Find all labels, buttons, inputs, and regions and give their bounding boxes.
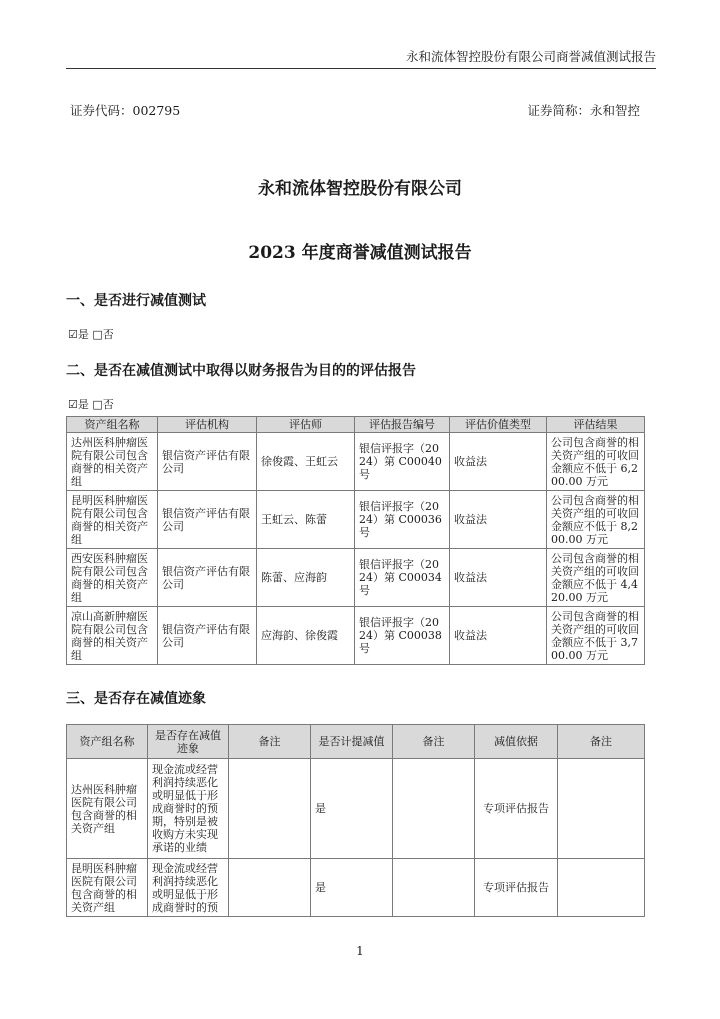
company-name: 永和流体智控股份有限公司 — [258, 179, 462, 199]
section-2-options: ☑是 □否 — [68, 398, 114, 411]
col-value-type: 评估价值类型 — [450, 417, 547, 433]
section-1-heading: 一、是否进行减值测试 — [66, 293, 206, 309]
col-impairment-basis: 减值依据 — [475, 725, 558, 759]
table-row — [67, 549, 645, 607]
cell-result: 公司包含商誉的相关资产组的可收回金额应不低于 4,420.00 万元 — [547, 549, 645, 607]
security-abbreviation: 证券简称：永和智控 — [527, 103, 640, 118]
cell-asset-group: 西安医科肿瘤医院有限公司包含商誉的相关资产组 — [67, 549, 158, 607]
table-row — [67, 759, 645, 859]
col-impairment-provision: 是否计提减值 — [311, 725, 393, 759]
section-3-heading: 三、是否存在减值迹象 — [66, 691, 206, 707]
section-2-heading: 二、是否在减值测试中取得以财务报告为目的的评估报告 — [66, 363, 416, 379]
cell-report-number: 银信评报字（2024）第 C00040 号 — [355, 433, 450, 491]
cell-result: 公司包含商誉的相关资产组的可收回金额应不低于 8,200.00 万元 — [547, 491, 645, 549]
cell-remark-3 — [558, 759, 645, 859]
security-code: 证券代码：002795 — [70, 103, 181, 118]
col-impairment-indicator: 是否存在减值迹象 — [148, 725, 229, 759]
running-header: 永和流体智控股份有限公司商誉减值测试报告 — [405, 49, 656, 64]
col-asset-group: 资产组名称 — [67, 417, 158, 433]
section-1-options: ☑是 □否 — [68, 328, 114, 341]
cell-impairment-basis: 专项评估报告 — [475, 759, 558, 859]
cell-remark-3 — [558, 859, 645, 917]
header-divider — [66, 68, 656, 69]
cell-report-number: 银信评报字（2024）第 C00038 号 — [355, 607, 450, 665]
cell-result: 公司包含商誉的相关资产组的可收回金额应不低于 3,700.00 万元 — [547, 607, 645, 665]
cell-appraisal-firm: 银信资产评估有限公司 — [158, 549, 257, 607]
cell-appraiser: 王虹云、陈蕾 — [257, 491, 355, 549]
document-title: 2023 年度商誉减值测试报告 — [248, 243, 472, 263]
table-row — [67, 859, 645, 917]
table-row — [67, 433, 645, 491]
cell-impairment-indicator: 现金流或经营利润持续恶化或明显低于形成商誉时的预期，特别是被收购方未实现承诺的业绩 — [148, 759, 229, 859]
appraisal-report-table — [66, 416, 645, 665]
cell-impairment-basis: 专项评估报告 — [475, 859, 558, 917]
cell-value-type: 收益法 — [450, 433, 547, 491]
cell-appraiser: 陈蕾、应海韵 — [257, 549, 355, 607]
cell-asset-group: 凉山高新肿瘤医院有限公司包含商誉的相关资产组 — [67, 607, 158, 665]
cell-value-type: 收益法 — [450, 491, 547, 549]
cell-value-type: 收益法 — [450, 549, 547, 607]
cell-impairment-provision: 是 — [311, 859, 393, 917]
cell-result: 公司包含商誉的相关资产组的可收回金额应不低于 6,200.00 万元 — [547, 433, 645, 491]
cell-remark-1 — [229, 859, 311, 917]
cell-remark-2 — [393, 759, 475, 859]
col-appraiser: 评估师 — [257, 417, 355, 433]
cell-appraisal-firm: 银信资产评估有限公司 — [158, 491, 257, 549]
col-report-number: 评估报告编号 — [355, 417, 450, 433]
col-remark-3: 备注 — [558, 725, 645, 759]
col-remark-2: 备注 — [393, 725, 475, 759]
col-result: 评估结果 — [547, 417, 645, 433]
col-appraisal-firm: 评估机构 — [158, 417, 257, 433]
cell-asset-group: 昆明医科肿瘤医院有限公司包含商誉的相关资产组 — [67, 491, 158, 549]
cell-asset-group: 昆明医科肿瘤医院有限公司包含商誉的相关资产组 — [67, 859, 148, 917]
cell-report-number: 银信评报字（2024）第 C00036 号 — [355, 491, 450, 549]
cell-remark-1 — [229, 759, 311, 859]
cell-impairment-indicator: 现金流或经营利润持续恶化或明显低于形成商誉时的预 — [148, 859, 229, 917]
cell-asset-group: 达州医科肿瘤医院有限公司包含商誉的相关资产组 — [67, 759, 148, 859]
cell-impairment-provision: 是 — [311, 759, 393, 859]
table-row — [67, 607, 645, 665]
cell-appraiser: 徐俊霞、王虹云 — [257, 433, 355, 491]
page-number: 1 — [356, 944, 364, 958]
impairment-indicator-table — [66, 724, 645, 917]
cell-asset-group: 达州医科肿瘤医院有限公司包含商誉的相关资产组 — [67, 433, 158, 491]
cell-report-number: 银信评报字（2024）第 C00034 号 — [355, 549, 450, 607]
cell-remark-2 — [393, 859, 475, 917]
cell-appraiser: 应海韵、徐俊霞 — [257, 607, 355, 665]
cell-value-type: 收益法 — [450, 607, 547, 665]
cell-appraisal-firm: 银信资产评估有限公司 — [158, 607, 257, 665]
table-row — [67, 491, 645, 549]
cell-appraisal-firm: 银信资产评估有限公司 — [158, 433, 257, 491]
col-remark-1: 备注 — [229, 725, 311, 759]
col-asset-group: 资产组名称 — [67, 725, 148, 759]
